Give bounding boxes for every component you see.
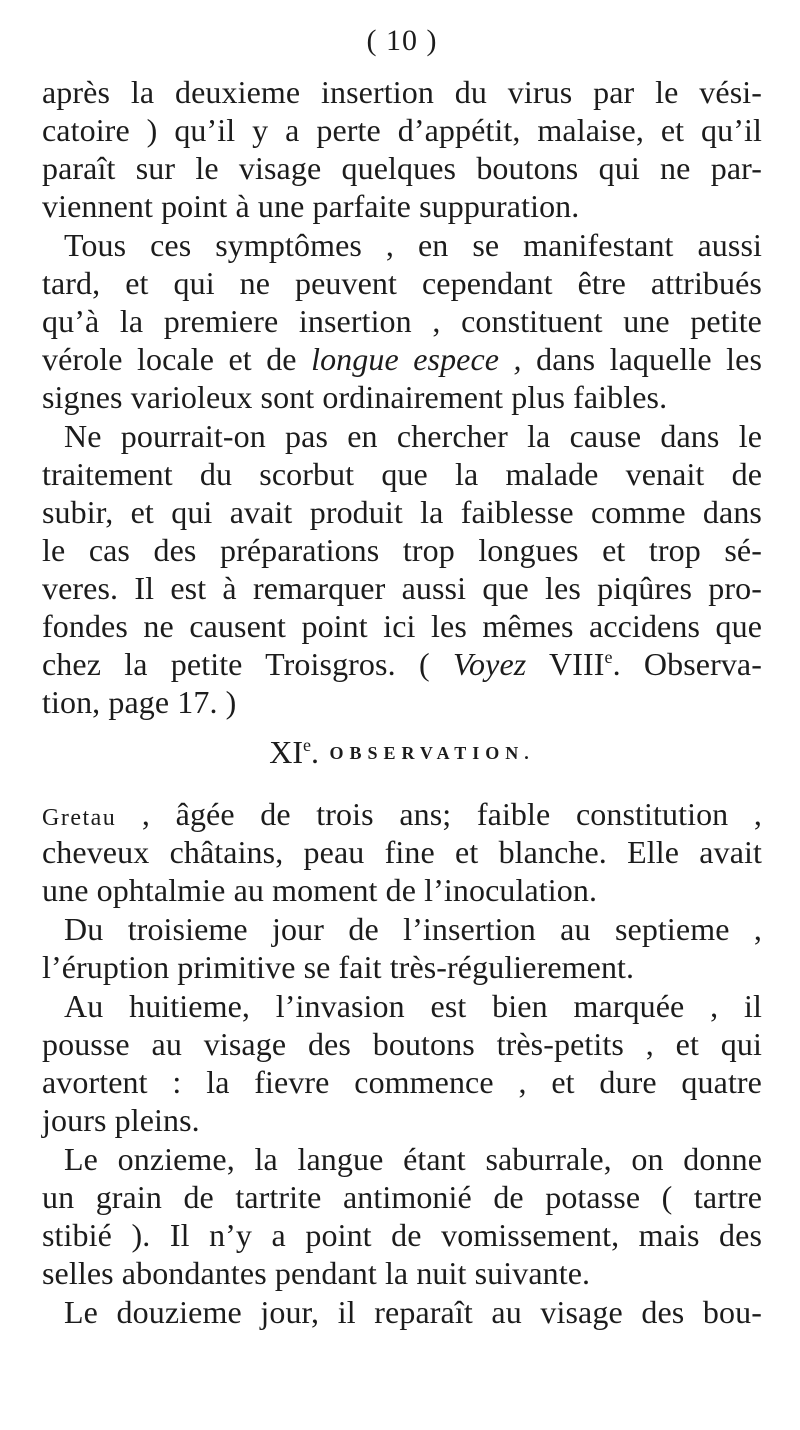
heading-numeral: XI xyxy=(269,734,303,770)
text-segment: vérole locale et de xyxy=(42,341,312,377)
text-line xyxy=(42,648,762,680)
superscript: e xyxy=(303,735,311,755)
text-line: selles abondantes pendant la nuit suivante. xyxy=(42,1255,591,1291)
text-line: subir, et qui avait produit la faiblesse comme dans xyxy=(42,494,762,530)
text-line: avortent : la fievre commence , et dure quatre xyxy=(42,1064,762,1100)
text-segment: chez la petite Troisgros. ( xyxy=(42,646,453,682)
text-line xyxy=(42,798,762,830)
text-line: tion, page 17. ) xyxy=(42,684,237,720)
text-segment: dans laquelle les xyxy=(521,341,763,377)
text-line: tard, et qui ne peuvent cependant être attribués xyxy=(42,265,762,301)
text-line: Tous ces symptômes , en se manifestant aussi xyxy=(64,227,762,263)
book-page xyxy=(42,0,762,1430)
text-line: fondes ne causent point ici les mêmes accidens que xyxy=(42,608,762,644)
text-line: jours pleins. xyxy=(42,1102,200,1138)
text-line: veres. Il est à remarquer aussi que les piqûres pro- xyxy=(42,570,762,606)
text-line: l’éruption primitive se fait très-régulierement. xyxy=(42,949,635,985)
text-line: Au huitieme, l’invasion est bien marquée , il xyxy=(64,988,762,1024)
patient-name: Gretau xyxy=(42,805,117,831)
text-line: Le douzieme jour, il reparaît au visage des bou- xyxy=(64,1294,762,1330)
text-segment: VIII xyxy=(526,646,605,682)
heading-dot: . xyxy=(311,734,319,770)
superscript: e xyxy=(604,647,613,667)
heading-word: OBSERVATION. xyxy=(319,743,535,763)
text-segment: , âgée de trois ans; faible constitution , xyxy=(116,796,762,832)
italic-word: Voyez xyxy=(452,646,527,682)
text-line: Le onzieme, la langue étant saburrale, on donne xyxy=(64,1141,762,1177)
text-line: Du troisieme jour de l’insertion au septieme , xyxy=(64,911,762,947)
page-number: ( 10 ) xyxy=(366,24,438,57)
italic-phrase: longue espece , xyxy=(311,341,522,377)
text-line: le cas des préparations trop longues et trop sé- xyxy=(42,532,762,568)
text-line: paraît sur le visage quelques boutons qui ne par- xyxy=(42,150,762,186)
text-line: un grain de tartrite antimonié de potasse ( tartre xyxy=(42,1179,762,1215)
text-segment: . Observa- xyxy=(612,646,762,682)
text-line: Ne pourrait-on pas en chercher la cause dans le xyxy=(64,418,762,454)
text-line: traitement du scorbut que la malade venait de xyxy=(42,456,762,492)
text-line: viennent point à une parfaite suppuration. xyxy=(42,188,580,224)
text-line: catoire ) qu’il y a perte d’appétit, malaise, et qu’il xyxy=(42,112,762,148)
section-heading xyxy=(42,736,762,768)
text-line: cheveux châtains, peau fine et blanche. Elle avait xyxy=(42,834,762,870)
text-line xyxy=(42,343,762,375)
text-line: signes varioleux sont ordinairement plus faibles. xyxy=(42,379,668,415)
text-line: après la deuxieme insertion du virus par le vési- xyxy=(42,74,762,110)
text-line: pousse au visage des boutons très-petits , et qui xyxy=(42,1026,762,1062)
text-line: qu’à la premiere insertion , constituent une petite xyxy=(42,303,762,339)
text-line: stibié ). Il n’y a point de vomissement, mais des xyxy=(42,1217,762,1253)
text-line: une ophtalmie au moment de l’inoculation. xyxy=(42,872,598,908)
